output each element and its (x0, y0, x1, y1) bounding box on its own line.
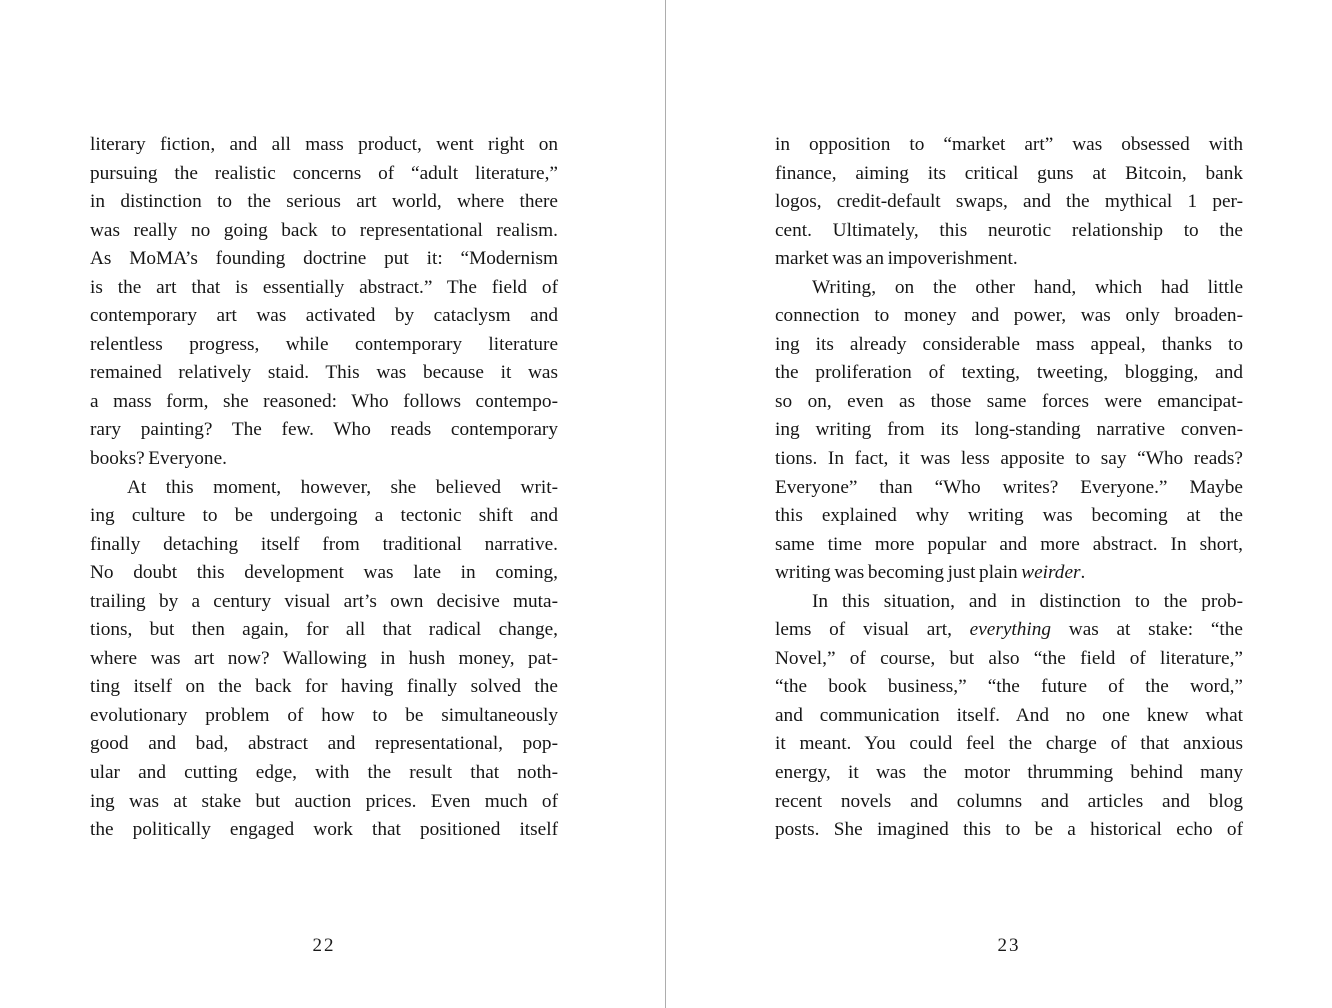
text-line: same time more popular and more abstract. In short, (775, 533, 1243, 555)
text-line: recent novels and columns and articles and blog (775, 790, 1243, 812)
text-line: is the art that is essentially abstract.” The field of (90, 276, 558, 298)
text-line: relentless progress, while contemporary literature (90, 333, 558, 355)
text-line: ing culture to be undergoing a tectonic shift and (90, 505, 558, 527)
text-line: finance, aiming its critical guns at Bitcoin, bank (775, 162, 1243, 184)
text-line: in opposition to “market art” was obsessed with (775, 134, 1243, 155)
text-line: posts. She imagined this to be a historical echo of (775, 819, 1243, 841)
text-line: At this moment, however, she believed writ- (127, 476, 558, 498)
text-line: Writing, on the other hand, which had little (812, 276, 1243, 298)
text-line: where was art now? Wallowing in hush money, pat- (90, 647, 558, 669)
text-line: ing its already considerable mass appeal, thanks to (775, 333, 1243, 355)
text-line: Novel,” of course, but also “the field of literature,” (775, 647, 1243, 669)
page-right-text-block (775, 131, 1243, 845)
text-line: a mass form, she reasoned: Who follows contempo- (90, 390, 558, 412)
text-line: tions, but then again, for all that radical change, (90, 619, 558, 641)
text-line: evolutionary problem of how to be simultaneously (90, 704, 558, 726)
text-line: writing was becoming just plain weirder. (775, 562, 1086, 584)
text-line: this explained why writing was becoming at the (775, 505, 1243, 527)
text-line: literary fiction, and all mass product, went right on (90, 134, 558, 155)
page-right-number: 23 (997, 935, 1021, 956)
text-line: energy, it was the motor thrumming behind many (775, 762, 1243, 784)
text-line: pursuing the realistic concerns of “adult literature,” (90, 162, 558, 184)
text-line: rary painting? The few. Who reads contemporary (90, 419, 558, 441)
text-line: remained relatively staid. This was because it was (90, 362, 558, 384)
text-line: lems of visual art, everything was at stake: “the (775, 619, 1243, 641)
page-left-number: 22 (312, 935, 336, 956)
text-line: trailing by a century visual art’s own decisive muta- (90, 590, 558, 612)
text-line: tions. In fact, it was less apposite to say “Who reads? (775, 448, 1243, 470)
page-left-text-block (90, 131, 558, 845)
text-line: books? Everyone. (90, 448, 227, 470)
text-line: ting itself on the back for having finally solved the (90, 676, 558, 698)
text-line: the politically engaged work that positioned itself (90, 819, 558, 841)
text-line: ing writing from its long-standing narrative conven- (775, 419, 1243, 441)
text-line: As MoMA’s founding doctrine put it: “Modernism (90, 248, 558, 270)
text-line: logos, credit-default swaps, and the mythical 1 per- (775, 191, 1243, 213)
text-line: in distinction to the serious art world, where there (90, 191, 558, 213)
text-line: ing was at stake but auction prices. Even much of (90, 790, 558, 812)
text-line: cent. Ultimately, this neurotic relationship to the (775, 219, 1243, 241)
text-line: the proliferation of texting, tweeting, blogging, and (775, 362, 1243, 384)
text-line: and communication itself. And no one knew what (775, 704, 1243, 726)
text-line: good and bad, abstract and representational, pop- (90, 733, 558, 755)
text-line: “the book business,” “the future of the word,” (775, 676, 1243, 698)
page-gutter-divider (665, 0, 666, 1008)
text-line: contemporary art was activated by cataclysm and (90, 305, 558, 327)
text-line: ular and cutting edge, with the result that noth- (90, 762, 558, 784)
text-line: so on, even as those same forces were emancipat- (775, 390, 1243, 412)
text-line: In this situation, and in distinction to the prob- (812, 590, 1243, 612)
text-line: it meant. You could feel the charge of that anxious (775, 733, 1243, 755)
text-line: connection to money and power, was only broaden- (775, 305, 1243, 327)
text-line: market was an impoverishment. (775, 248, 1018, 270)
text-line: No doubt this development was late in coming, (90, 562, 558, 584)
text-line: Everyone” than “Who writes? Everyone.” Maybe (775, 476, 1243, 498)
text-line: finally detaching itself from traditional narrative. (90, 533, 558, 555)
text-line: was really no going back to representational realism. (90, 219, 558, 241)
